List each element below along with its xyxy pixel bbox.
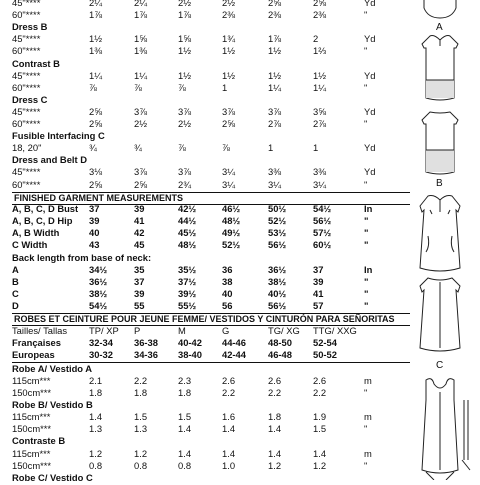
table-cell: 2.3	[178, 374, 192, 386]
table-cell: 46-48	[268, 348, 292, 360]
table-row	[12, 325, 410, 337]
row-label: Robe B/ Vestido B	[12, 399, 93, 411]
table-cell: 1⅞	[89, 9, 103, 21]
table-cell: 3⅞	[178, 166, 192, 178]
table-cell: 52½	[222, 239, 241, 251]
row-label: 150cm***	[12, 423, 52, 435]
table-cell: 1.3	[89, 423, 103, 435]
table-cell: 35½	[178, 263, 197, 275]
dress-sketches	[412, 0, 480, 480]
table-row	[12, 45, 410, 57]
table-cell: Yd	[364, 142, 376, 154]
table-cell: 1⅜	[89, 45, 103, 57]
table-row	[12, 375, 410, 387]
table-cell: 1½	[89, 33, 103, 45]
table-row	[12, 9, 410, 21]
table-cell: 43	[89, 239, 100, 251]
table-cell: 39½	[178, 287, 197, 299]
table-cell: 1½	[268, 45, 282, 57]
table-row	[12, 337, 410, 349]
table-cell: 2¼	[134, 0, 148, 8]
row-label: Europeas	[12, 348, 55, 360]
table-row	[12, 227, 410, 239]
table-cell: 1.4	[89, 411, 103, 423]
table-cell: 38½	[268, 275, 287, 287]
table-row	[12, 82, 410, 94]
table-cell: 3⅞	[222, 105, 236, 117]
table-cell: 56½	[268, 299, 287, 311]
garment-illustrations	[412, 0, 480, 480]
table-row	[12, 154, 410, 166]
table-row	[12, 399, 410, 411]
table-cell: 2⅝	[89, 105, 103, 117]
table-row	[12, 435, 410, 447]
table-cell: 40-42	[178, 336, 202, 348]
table-cell: 40½	[268, 287, 287, 299]
table-cell: Yd	[364, 33, 376, 45]
row-label: Dress B	[12, 21, 48, 33]
table-cell: 1½	[222, 45, 236, 57]
table-cell: 0.8	[134, 459, 148, 471]
table-cell: 1¼	[313, 81, 327, 93]
table-cell: 34-36	[134, 348, 158, 360]
table-row	[12, 349, 410, 361]
table-cell: 3¼	[268, 178, 282, 190]
table-cell: 2	[313, 33, 319, 45]
table-row	[12, 472, 410, 484]
table-cell: 3⅞	[178, 105, 192, 117]
table-row	[12, 423, 410, 435]
table-cell: 2⅝	[222, 118, 236, 129]
table-cell: 2½	[178, 0, 192, 8]
table-cell: "	[364, 81, 368, 93]
row-label: 45"****	[12, 105, 41, 117]
table-cell: 2⅝	[89, 178, 103, 190]
table-cell: 48½	[222, 215, 241, 227]
table-cell: 1½	[222, 69, 236, 81]
row-label: 18, 20"	[12, 142, 42, 154]
table-cell: 1.0	[222, 459, 236, 471]
table-cell: 52-54	[313, 336, 337, 348]
table-row	[12, 166, 410, 178]
table-row	[12, 179, 410, 191]
table-row	[12, 288, 410, 300]
table-cell: 38½	[89, 287, 108, 299]
table-cell: ⅞	[89, 81, 97, 93]
table-cell: 3¼	[313, 178, 327, 190]
table-cell: "	[364, 45, 368, 57]
table-cell: 38	[222, 275, 233, 287]
table-cell: m	[364, 447, 372, 459]
section-header-label: FINISHED GARMENT MEASUREMENTS	[14, 192, 184, 203]
table-cell: 48½	[178, 239, 197, 251]
table-cell: 2½	[222, 0, 236, 8]
table-cell: TTG/ XXG	[313, 324, 357, 336]
table-cell: m	[364, 374, 372, 386]
table-cell: 3⅜	[313, 166, 327, 178]
table-cell: 1½	[178, 45, 192, 57]
table-row	[12, 239, 410, 251]
table-cell: 3¼	[222, 166, 236, 178]
table-cell: 37	[313, 263, 324, 275]
row-label: D	[12, 299, 19, 311]
table-cell: 3¼	[222, 178, 236, 190]
table-cell: 1¾	[222, 33, 236, 45]
table-cell: 44-46	[222, 336, 246, 348]
table-cell: "	[364, 275, 369, 287]
table-cell: 36½	[268, 263, 287, 275]
table-row	[12, 300, 410, 312]
table-row	[12, 363, 410, 375]
table-cell: 1.2	[89, 447, 103, 459]
table-cell: P	[134, 324, 141, 336]
row-label: Contrast B	[12, 57, 60, 69]
table-cell: 41	[313, 287, 324, 299]
table-cell: Yd	[364, 69, 376, 81]
row-label: A, B, C, D Hip	[12, 215, 73, 227]
table-cell: 1¼	[268, 81, 282, 93]
row-label: Dress and Belt D	[12, 154, 88, 166]
row-label: Tailles/ Tallas	[12, 324, 68, 336]
table-cell: 35	[134, 263, 145, 275]
table-cell: 2⅝	[89, 118, 103, 129]
table-cell: 55	[134, 299, 145, 311]
table-cell: 39	[89, 215, 100, 227]
table-cell: 57½	[313, 227, 332, 239]
table-cell: M	[178, 324, 186, 336]
table-row	[12, 106, 410, 118]
table-cell: "	[364, 118, 368, 129]
table-cell: 1.4	[313, 447, 327, 459]
table-cell: 54½	[89, 299, 108, 311]
table-cell: "	[364, 227, 369, 239]
table-cell: "	[364, 387, 368, 398]
table-cell: 44½	[178, 215, 197, 227]
table-cell: 52½	[268, 215, 287, 227]
table-cell: "	[364, 299, 369, 311]
figure-label-c: C	[436, 360, 444, 371]
table-cell: 1.4	[178, 423, 192, 435]
table-cell: "	[364, 423, 368, 435]
table-cell: 49½	[222, 227, 241, 239]
table-cell: 48-50	[268, 336, 292, 348]
table-cell: 2.2	[134, 374, 148, 386]
table-cell: 3⅛	[89, 166, 103, 178]
table-cell: 1.8	[178, 387, 192, 398]
table-cell: 3⅝	[313, 105, 327, 117]
table-cell: 1½	[268, 69, 282, 81]
table-cell: 2⅞	[268, 118, 282, 129]
table-row	[12, 130, 410, 142]
table-cell: 1.2	[134, 447, 148, 459]
row-label: Robe C/ Vestido C	[12, 471, 93, 483]
table-cell: In	[364, 203, 373, 215]
table-cell: "	[364, 215, 369, 227]
table-cell: m	[364, 411, 372, 423]
table-cell: 1.8	[134, 387, 148, 398]
row-label: A, B Width	[12, 227, 60, 239]
table-row	[12, 387, 410, 399]
table-cell: 2⅝	[268, 0, 282, 8]
table-cell: 34½	[89, 263, 108, 275]
table-cell: 2⅜	[222, 9, 236, 21]
row-label: A	[12, 263, 19, 275]
table-cell: 2⅞	[313, 118, 327, 129]
table-cell: 1.8	[89, 387, 103, 398]
table-cell: ⅞	[134, 81, 142, 93]
table-cell: "	[364, 239, 369, 251]
table-cell: Yd	[364, 0, 376, 8]
table-cell: 1¼	[134, 69, 148, 81]
table-cell: 2.6	[313, 374, 327, 386]
row-label: 45"****	[12, 33, 41, 45]
table-cell: 56	[222, 299, 233, 311]
table-cell: 1⅝	[178, 33, 192, 45]
table-cell: 1.8	[268, 411, 282, 423]
table-cell: 54½	[313, 203, 332, 215]
row-label: C	[12, 287, 19, 299]
table-cell: 41	[134, 215, 145, 227]
table-cell: 1½	[313, 69, 327, 81]
table-cell: 3⅞	[268, 105, 282, 117]
row-label: Back length from base of neck:	[12, 251, 152, 263]
table-cell: 36-38	[134, 336, 158, 348]
table-cell: "	[364, 9, 368, 21]
table-cell: 2⅝	[134, 178, 148, 190]
section-header-label: ROBES ET CEINTURE POUR JEUNE FEMME/ VESTIDOS Y CINTURÓN PARA SEÑORITAS	[14, 314, 395, 324]
table-cell: 32-34	[89, 336, 113, 348]
table-cell: 42-44	[222, 348, 246, 360]
table-cell: 53½	[268, 227, 287, 239]
table-cell: ⅞	[178, 142, 186, 154]
table-cell: 1⅞	[268, 33, 282, 45]
row-label: 45"****	[12, 0, 41, 8]
table-row	[12, 70, 410, 82]
table-cell: 2½	[134, 118, 148, 129]
table-cell: 36	[222, 263, 233, 275]
row-label: 60"****	[12, 81, 41, 93]
table-cell: 37½	[178, 275, 197, 287]
table-cell: 2½	[178, 118, 192, 129]
table-cell: 56½	[313, 215, 332, 227]
table-cell: 2.2	[268, 387, 282, 398]
row-label: 60"****	[12, 178, 41, 190]
table-cell: 60½	[313, 239, 332, 251]
table-cell: 1.5	[178, 411, 192, 423]
row-label: Robe A/ Vestido A	[12, 362, 93, 374]
table-row	[12, 276, 410, 288]
table-cell: 1⅞	[178, 9, 192, 21]
table-cell: 40	[222, 287, 233, 299]
table-row	[12, 448, 410, 460]
table-cell: 0.8	[89, 459, 103, 471]
table-cell: 1.3	[134, 423, 148, 435]
table-cell: 1¼	[89, 69, 103, 81]
table-cell: 1	[313, 142, 319, 154]
row-label: Fusible Interfacing C	[12, 130, 105, 142]
row-label: 45"****	[12, 166, 41, 178]
table-row	[12, 252, 410, 264]
table-cell: 38-40	[178, 348, 202, 360]
table-cell: 1⅜	[134, 45, 148, 57]
table-cell: 1½	[178, 69, 192, 81]
table-cell: "	[364, 178, 368, 190]
table-cell: 42½	[178, 203, 197, 215]
table-row	[12, 203, 410, 215]
table-cell: ⅞	[178, 81, 186, 93]
row-label: 60"****	[12, 118, 41, 129]
table-cell: 2.2	[222, 387, 236, 398]
table-cell: 1.4	[268, 423, 282, 435]
table-cell: 37	[134, 275, 145, 287]
table-cell: G	[222, 324, 230, 336]
table-cell: 39	[134, 203, 145, 215]
table-cell: Yd	[364, 166, 376, 178]
table-cell: 45	[134, 239, 145, 251]
table-cell: 42	[134, 227, 145, 239]
table-cell: 1⅞	[134, 9, 148, 21]
table-cell: 2⅜	[313, 9, 327, 21]
table-cell: 39	[134, 287, 145, 299]
table-cell: 1.4	[178, 447, 192, 459]
table-cell: 3⅞	[134, 105, 148, 117]
table-row	[12, 0, 410, 9]
table-cell: 1⅔	[313, 45, 327, 57]
table-cell: In	[364, 263, 373, 275]
table-row	[12, 215, 410, 227]
table-row	[12, 264, 410, 276]
table-cell: 2.2	[313, 387, 327, 398]
table-cell: 3⅜	[268, 166, 282, 178]
table-cell: 1.9	[313, 411, 327, 423]
dress-b-front-sketch	[422, 36, 458, 101]
figure-label-a: A	[436, 22, 443, 33]
dress-b-back-sketch	[422, 112, 458, 174]
table-cell: TP/ XP	[89, 324, 119, 336]
table-row	[12, 118, 410, 130]
row-label: 115cm***	[12, 374, 51, 386]
table-cell: 30-32	[89, 348, 113, 360]
dress-d-front-sketch	[422, 379, 470, 480]
table-cell: 2⅜	[268, 9, 282, 21]
table-cell: 50-52	[313, 348, 337, 360]
table-cell: 56½	[268, 239, 287, 251]
table-cell: 2.6	[268, 374, 282, 386]
table-cell: TG/ XG	[268, 324, 300, 336]
table-row	[12, 33, 410, 45]
table-cell: 3⅞	[134, 166, 148, 178]
table-cell: Yd	[364, 105, 376, 117]
row-label: 150cm***	[12, 387, 52, 398]
table-cell: 0.8	[178, 459, 192, 471]
row-label: 115cm***	[12, 447, 51, 459]
table-row	[12, 460, 410, 472]
table-row	[12, 58, 410, 70]
table-cell: 45½	[178, 227, 197, 239]
row-label: C Width	[12, 239, 48, 251]
table-cell: 37	[89, 203, 100, 215]
table-row	[12, 21, 410, 33]
table-cell: 1.5	[313, 423, 327, 435]
table-cell: 1.2	[313, 459, 327, 471]
table-cell: "	[364, 287, 369, 299]
table-row	[12, 411, 410, 423]
row-label: Contraste B	[12, 435, 66, 447]
table-cell: 2.6	[222, 374, 236, 386]
row-label: 150cm***	[12, 459, 52, 471]
row-label: A, B, C, D Bust	[12, 203, 79, 215]
table-row	[12, 142, 410, 154]
table-cell: 46½	[222, 203, 241, 215]
table-cell: 2⅝	[313, 0, 327, 8]
table-cell: 1.4	[222, 447, 236, 459]
table-cell: "	[364, 459, 368, 471]
table-cell: 2¼	[89, 0, 103, 8]
table-cell: 55½	[178, 299, 197, 311]
row-label: 60"****	[12, 45, 41, 57]
row-label: 115cm***	[12, 411, 51, 423]
figure-label-b: B	[436, 178, 443, 189]
table-cell: 39	[313, 275, 324, 287]
table-cell: 2.1	[89, 374, 103, 386]
table-cell: 1⅝	[134, 33, 148, 45]
dress-a-back-sketch	[424, 0, 456, 18]
table-cell: 1.4	[268, 447, 282, 459]
table-cell: ⅞	[222, 142, 230, 154]
dress-c-front-sketch	[420, 196, 460, 272]
table-cell: 36½	[89, 275, 108, 287]
table-cell: 1	[222, 81, 228, 93]
table-cell: 2¾	[178, 178, 192, 190]
table-cell: 40	[89, 227, 100, 239]
table-cell: 1.5	[134, 411, 148, 423]
table-cell: 1.2	[268, 459, 282, 471]
table-cell: ¾	[134, 142, 142, 154]
row-label: B	[12, 275, 19, 287]
table-cell: 1.6	[222, 411, 236, 423]
row-label: Françaises	[12, 336, 61, 348]
table-row	[12, 94, 410, 106]
table-cell: 1.4	[222, 423, 236, 435]
row-label: 60"****	[12, 9, 41, 21]
table-cell: 50½	[268, 203, 287, 215]
table-cell: ¾	[89, 142, 97, 154]
row-label: 45"****	[12, 69, 41, 81]
dress-c-back-sketch	[420, 278, 460, 351]
table-cell: 1	[268, 142, 274, 154]
row-label: Dress C	[12, 93, 48, 105]
table-cell: 57	[313, 299, 324, 311]
